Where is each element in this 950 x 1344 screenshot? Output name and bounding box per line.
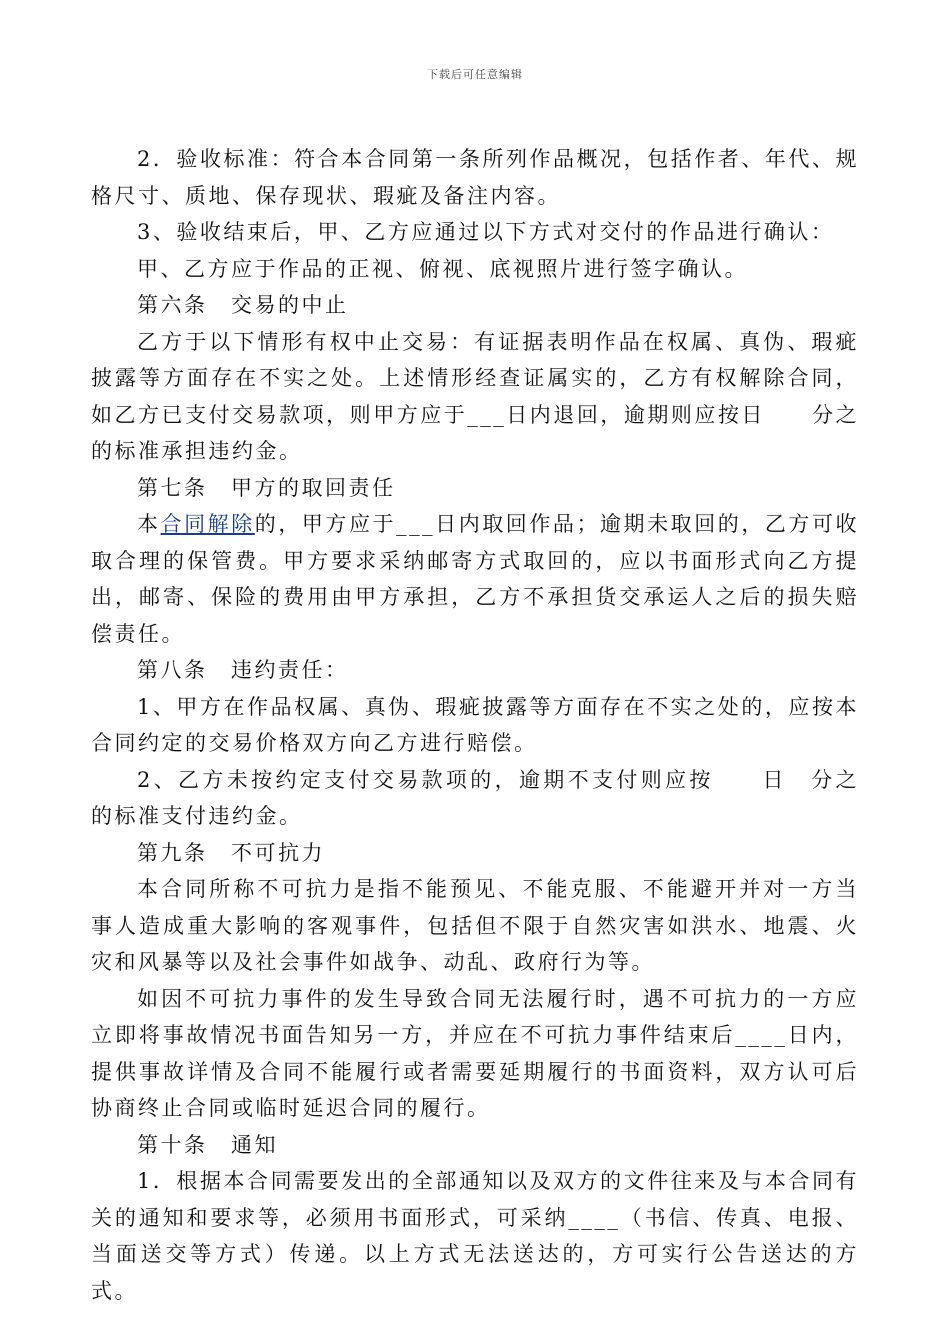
paragraph-prefix: 本 — [137, 512, 161, 536]
paragraph-suspension-of-transaction: 乙方于以下情形有权中止交易：有证据表明作品在权属、真伪、瑕疵披露等方面存在不实之处。上述情形经查证属实的，乙方有权解除合同，如乙方已支付交易款项，则甲方应于___日内退回，逾期则应按日 分之 的标准承担违约金。 — [91, 329, 906, 463]
paragraph-force-majeure-definition: 本合同所称不可抗力是指不能预见、不能克服、不能避开并对一方当事人造成重大影响的客观事件，包括但不限于自然灾害如洪水、地震、火灾和风暴等以及社会事件如战争、动乱、政府行为等。 — [91, 877, 859, 974]
contract-body — [91, 141, 906, 1309]
paragraph-retrieval-responsibility — [91, 506, 859, 652]
page-header: 下载后可任意编辑 — [427, 68, 523, 81]
paragraph-suffix: 的，甲方应于___日内取回作品；逾期未取回的，乙方可收取合理的保管费。甲方要求采纳邮寄方式取回的，应以书面形式向乙方提出，邮寄、保险的费用由甲方承担，乙方不承担货交承运人之后的损失赔偿责任。 — [91, 512, 860, 646]
article-8-heading: 第八条 违约责任： — [137, 658, 349, 682]
paragraph-photo-signing: 甲、乙方应于作品的正视、俯视、底视照片进行签字确认。 — [137, 256, 748, 281]
paragraph-acceptance-confirmation: 3、验收结束后，甲、乙方应通过以下方式对交付的作品进行确认： — [137, 220, 835, 244]
paragraph-force-majeure-procedure: 如因不可抗力事件的发生导致合同无法履行时，遇不可抗力的一方应立即将事故情况书面告知另一方，并应在不可抗力事件结束后____日内，提供事故详情及合同不能履行或者需要延期履行的书面资料，双方认可后协商终止合同或临时延迟合同的履行。 — [91, 986, 859, 1120]
paragraph-breach-party-a: 1、甲方在作品权属、真伪、瑕疵披露等方面存在不实之处的，应按本合同约定的交易价格双方向乙方进行赔偿。 — [91, 694, 859, 755]
article-7-heading: 第七条 甲方的取回责任 — [137, 475, 396, 500]
paragraph-notice-method: 1．根据本合同需要发出的全部通知以及双方的文件往来及与本合同有关的通知和要求等，必须用书面形式，可采纳____（书信、传真、电报、当面送交等方式）传递。以上方式无法送达的，方可实行公告送达的方式。 — [91, 1169, 859, 1303]
article-10-heading: 第十条 通知 — [137, 1132, 278, 1157]
contract-termination-link[interactable]: 合同解除 — [160, 512, 255, 536]
article-6-heading: 第六条 交易的中止 — [137, 293, 349, 317]
paragraph-breach-party-b: 2、乙方未按约定支付交易款项的，逾期不支付则应按 日 分之 的标准支付违约金。 — [91, 767, 906, 828]
paragraph-acceptance-standard: 2．验收标准：符合本合同第一条所列作品概况，包括作者、年代、规格尺寸、质地、保存现状、瑕疵及备注内容。 — [91, 147, 859, 208]
article-9-heading: 第九条 不可抗力 — [137, 840, 325, 865]
